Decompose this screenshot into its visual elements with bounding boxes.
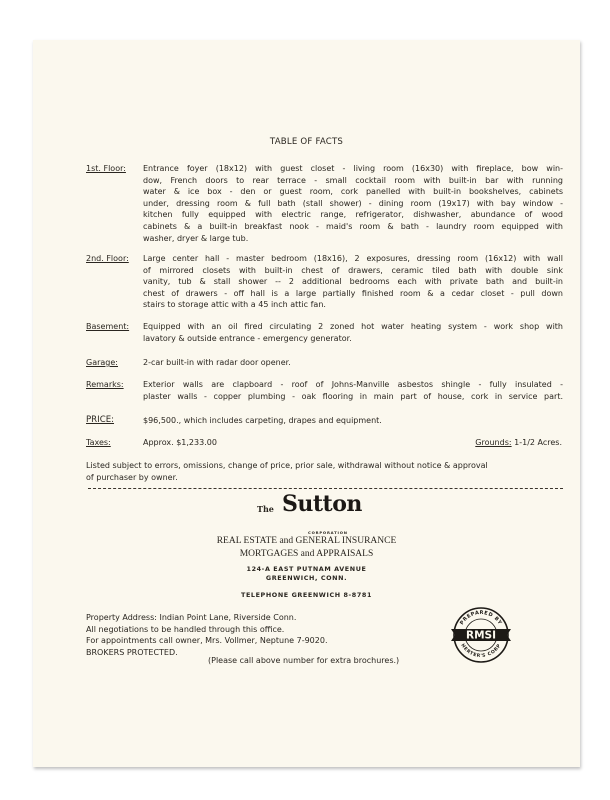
dashed-divider [88,488,563,489]
text-line: Entrance foyer (18x12) with guest closet - living room (16x30) with fireplace, bow win- [143,164,563,173]
section-text [143,415,563,427]
badge-bottom-text: HERTER'S CORP [459,643,503,660]
section-label: Remarks: [86,380,124,389]
grounds-label: Grounds: [475,438,512,447]
logo-the: The [257,504,274,514]
section-label: 1st. Floor: [86,164,126,173]
text-line: dow, French doors to rear terrace - small cocktail room with built-in bar with running [143,175,563,185]
brochures-note: (Please call above number for extra brochures.) [208,656,400,665]
page-title: TABLE OF FACTS [269,137,344,147]
section-text [143,379,563,402]
text-line: of purchaser by owner. [86,472,178,482]
badge-top-text: PREPARED BY [459,609,503,627]
company-address-line-2: GREENWICH, CONN. [265,574,348,582]
property-address: Property Address: Indian Point Lane, Riverside Conn. [86,613,297,622]
text-line: of mirrored closets with built-in chest of drawers, ceramic tiled bath with double sink [143,265,563,275]
text-line: chest of drawers - off hall is a large partially finished room & a cedar closet - pull down [143,288,563,298]
section-label: Taxes: [86,438,111,447]
section-label: PRICE: [86,415,115,425]
section-text [143,253,563,311]
text-line: Listed subject to errors, omissions, change of price, prior sale, withdrawal without notice & approval [86,461,488,470]
section-text [143,163,563,244]
company-phone: TELEPHONE GREENWICH 8-8781 [241,591,372,599]
logo-name: Sutton [282,491,362,517]
text-line: cabinets & a built-in breakfast nook - maid's room & bath - laundry room equipped with [143,221,563,231]
brokers-note: BROKERS PROTECTED. [86,647,178,657]
text-line: 2-car built-in with radar door opener. [143,358,291,367]
rmsi-badge [451,605,511,665]
text-line: vanity, tub & stall shower -- 2 additional bedrooms each with private bath and built-in [143,277,563,287]
fact-sheet [33,40,580,767]
badge-center-text: RMSI [465,629,497,642]
grounds-info [475,437,562,449]
section-text [143,321,563,344]
negotiations-note: All negotiations to be handled through this office. [86,624,285,634]
company-address-line-1: 124-A EAST PUTNAM AVENUE [246,565,367,573]
text-line: Equipped with an oil fired circulating 2 zoned hot water heating system - work shop with [143,322,563,331]
text-line: kitchen fully equipped with electric range, refrigerator, dishwasher, abundance of wood [143,210,563,220]
disclaimer [86,460,566,483]
text-line: under, dressing room & full bath (stall shower) - dining room (19x17) with bay window - [143,198,563,208]
text-line: plaster walls - copper plumbing - oak flooring in main part of house, cork in service part. [143,391,563,401]
text-line: Exterior walls are clapboard - roof of Johns-Manville asbestos shingle - fully insulated - [143,380,563,389]
text-line: $96,500., which includes carpeting, drapes and equipment. [143,416,382,425]
taxes-value: Approx. $1,233.00 [143,438,217,447]
company-services-line-2: MORTGAGES and APPRAISALS [239,549,374,559]
section-text [143,357,563,369]
section-label: Garage: [86,358,118,367]
text-line: Large center hall - master bedroom (18x16), 2 exposures, dressing room (16x12) with wall [143,254,563,263]
logo-corporation: CORPORATION [308,530,348,535]
property-info [86,612,416,658]
text-line: stairs to storage attic with a 45 inch attic fan. [143,300,326,310]
section-label: 2nd. Floor: [86,254,129,263]
text-line: water & ice box - den or guest room, cork panelled with built-in bookshelves, cabinets [143,187,563,197]
company-services-line-1: REAL ESTATE and GENERAL INSURANCE [216,536,397,546]
grounds-value: 1-1/2 Acres. [514,438,562,447]
text-line: lavatory & outside entrance - emergency generator. [143,333,352,343]
appointments-note: For appointments call owner, Mrs. Vollmer, Neptune 7-9020. [86,636,328,646]
document-sheet [33,40,580,767]
text-line: washer, dryer & large tub. [143,233,249,243]
section-label: Basement: [86,322,130,331]
sutton-logo [251,491,401,538]
